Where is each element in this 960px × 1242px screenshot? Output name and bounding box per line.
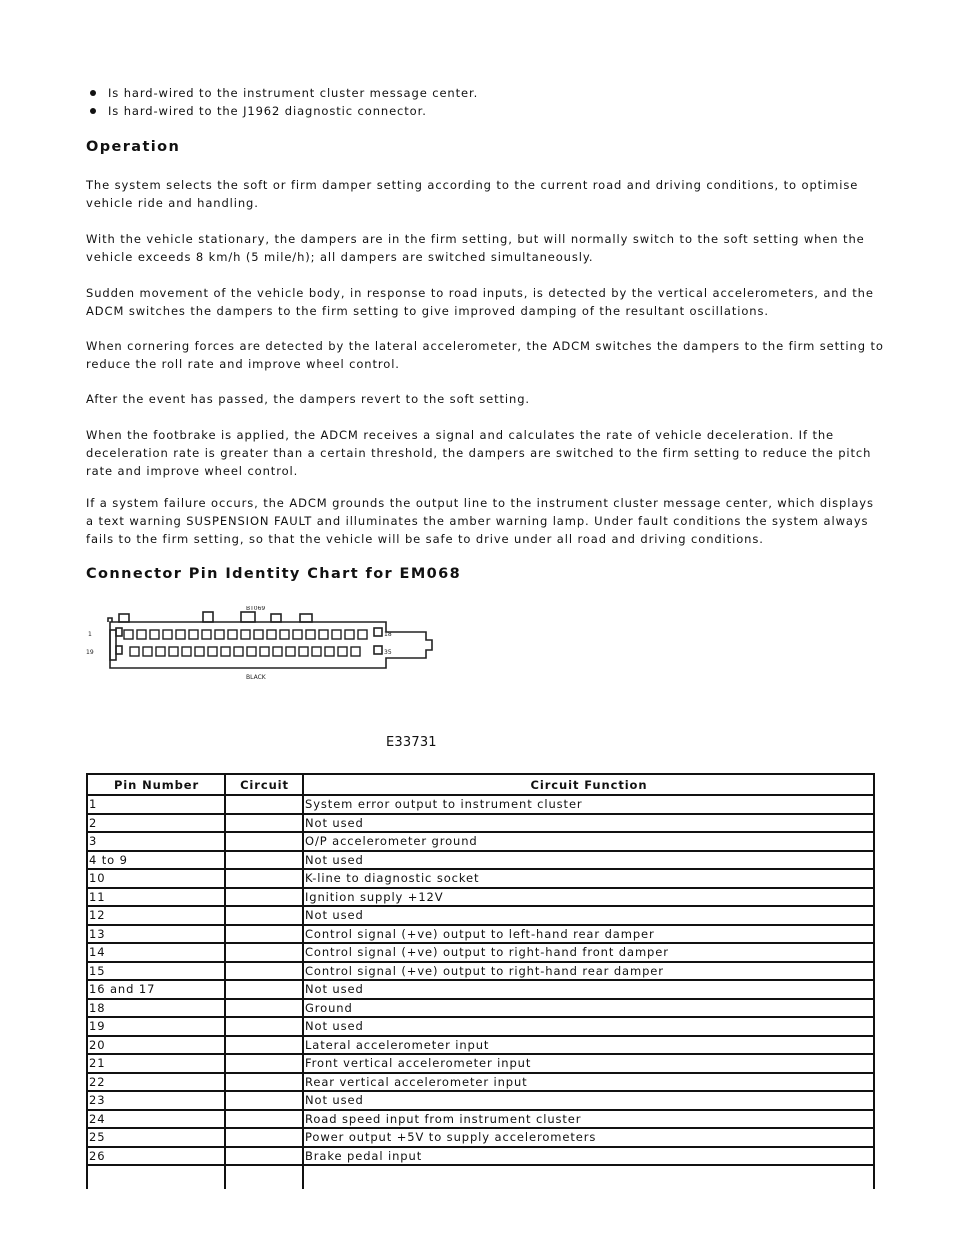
cell-circuit [225,1091,303,1110]
connector-color-label: BLACK [246,674,266,681]
operation-heading: Operation [86,139,181,155]
table-header-row [87,774,874,795]
cell-circuit-function: Not used [303,1017,874,1036]
cell-pin-number: 16 and 17 [87,980,225,999]
cell-circuit [225,832,303,851]
cell-pin-number: 20 [87,1036,225,1055]
table-body [87,795,874,1189]
cell-circuit [225,869,303,888]
cell-circuit-function: Ground [303,999,874,1018]
table-row [87,999,874,1018]
cell-pin-number: 3 [87,832,225,851]
cell-pin-number: 18 [87,999,225,1018]
paragraph: With the vehicle stationary, the dampers are in the firm setting, but will normally switch to the soft setting when the vehicle exceeds 8 km/h (5 mile/h); all dampers are switched simultaneously. [86,232,865,264]
bullet-dot-icon [90,90,96,96]
cell-pin-number: 26 [87,1147,225,1166]
empty-cell [225,1165,303,1189]
table-row [87,869,874,888]
header-circuit: Circuit [225,774,303,795]
cell-circuit-function: Lateral accelerometer input [303,1036,874,1055]
bullet-dot-icon [90,108,96,114]
cell-circuit-function: Rear vertical accelerometer input [303,1073,874,1092]
pin-cavities-top-row [124,630,367,639]
table-row [87,943,874,962]
cell-pin-number: 1 [87,795,225,814]
table-row [87,888,874,907]
cell-circuit-function: Road speed input from instrument cluster [303,1110,874,1129]
cell-circuit [225,1073,303,1092]
cell-circuit [225,999,303,1018]
cell-circuit [225,795,303,814]
paragraph: After the event has passed, the dampers revert to the soft setting. [86,392,530,406]
cell-pin-number: 12 [87,906,225,925]
cell-circuit [225,1017,303,1036]
cell-circuit [225,1036,303,1055]
cell-circuit-function: Not used [303,1091,874,1110]
cell-circuit-function: Not used [303,851,874,870]
table-row [87,1036,874,1055]
paragraph: The system selects the soft or firm damper setting according to the current road and driving conditions, to optimise vehicle ride and handling. [86,178,859,210]
figure-caption: E33731 [386,735,437,750]
cell-circuit-function: K-line to diagnostic socket [303,869,874,888]
table-row [87,962,874,981]
cell-circuit-function: O/P accelerometer ground [303,832,874,851]
pin-label-bottom-left: 19 [86,649,94,656]
cell-circuit-function: Not used [303,814,874,833]
cell-pin-number: 15 [87,962,225,981]
table-row [87,814,874,833]
cell-circuit [225,962,303,981]
pin-cavities-bottom-row [130,647,360,656]
cell-circuit [225,906,303,925]
table-row [87,851,874,870]
cell-circuit [225,888,303,907]
connector-heading: Connector Pin Identity Chart for EM068 [86,566,462,582]
cell-circuit [225,925,303,944]
table-row [87,1073,874,1092]
table-row [87,1128,874,1147]
cell-circuit [225,980,303,999]
connector-id-label: BT069 [246,606,266,612]
pin-label-top-left: 1 [88,631,92,638]
cell-pin-number: 10 [87,869,225,888]
empty-cell [87,1165,225,1189]
cell-pin-number: 24 [87,1110,225,1129]
table-row [87,1017,874,1036]
table-row [87,1110,874,1129]
cell-pin-number: 2 [87,814,225,833]
paragraph: When cornering forces are detected by the lateral accelerometer, the ADCM switches the dampers to the firm setting to reduce the roll rate and improve wheel control. [86,339,884,371]
cell-circuit-function: Front vertical accelerometer input [303,1054,874,1073]
connector-diagram [86,606,446,686]
table-row [87,1054,874,1073]
paragraph: Sudden movement of the vehicle body, in response to road inputs, is detected by the vertical accelerometers, and the ADCM switches the dampers to the firm setting to give improved damping of the resultant oscillations. [86,286,874,318]
table-row [87,925,874,944]
cell-circuit [225,943,303,962]
cell-circuit-function: Control signal (+ve) output to left-hand rear damper [303,925,874,944]
cell-pin-number: 4 to 9 [87,851,225,870]
table-row [87,795,874,814]
cell-circuit [225,1054,303,1073]
pin-label-bottom-right: 35 [384,649,392,656]
cell-circuit [225,1147,303,1166]
header-pin-number: Pin Number [87,774,225,795]
table-row [87,1147,874,1166]
cell-circuit-function: Brake pedal input [303,1147,874,1166]
pin-identity-table [86,773,875,1189]
header-circuit-function: Circuit Function [303,774,874,795]
cell-pin-number: 14 [87,943,225,962]
cell-circuit-function: Ignition supply +12V [303,888,874,907]
pin-label-top-right: 18 [384,631,392,638]
cell-pin-number: 25 [87,1128,225,1147]
table-row [87,1091,874,1110]
cell-pin-number: 23 [87,1091,225,1110]
cell-circuit-function: System error output to instrument cluster [303,795,874,814]
cell-circuit-function: Not used [303,906,874,925]
table-row [87,980,874,999]
bullet-item [86,102,478,120]
cell-circuit [225,1110,303,1129]
cell-pin-number: 13 [87,925,225,944]
cell-circuit-function: Control signal (+ve) output to right-hand front damper [303,943,874,962]
cell-circuit [225,814,303,833]
cell-circuit-function: Control signal (+ve) output to right-hand rear damper [303,962,874,981]
paragraph: When the footbrake is applied, the ADCM receives a signal and calculates the rate of vehicle deceleration. If the deceleration rate is greater than a certain threshold, the dampers are switched to the firm setting to reduce the pitch rate and improve wheel control. [86,428,872,478]
cell-circuit-function: Power output +5V to supply accelerometers [303,1128,874,1147]
cell-pin-number: 21 [87,1054,225,1073]
cell-pin-number: 22 [87,1073,225,1092]
empty-cell [303,1165,874,1189]
cell-circuit [225,851,303,870]
cell-circuit-function: Not used [303,980,874,999]
table-row [87,832,874,851]
bullet-text: Is hard-wired to the J1962 diagnostic connector. [108,104,427,118]
bullet-text: Is hard-wired to the instrument cluster message center. [108,86,479,100]
bullet-item [86,84,478,102]
bullet-list [86,84,478,120]
cell-circuit [225,1128,303,1147]
paragraph: If a system failure occurs, the ADCM grounds the output line to the instrument cluster message center, which displays a text warning SUSPENSION FAULT and illuminates the amber warning lamp. Under fault conditions the system always fails to the firm setting, so that the vehicle will be safe to drive under all road and driving conditions. [86,496,874,546]
table-row [87,906,874,925]
table-row-empty [87,1165,874,1189]
cell-pin-number: 19 [87,1017,225,1036]
cell-pin-number: 11 [87,888,225,907]
